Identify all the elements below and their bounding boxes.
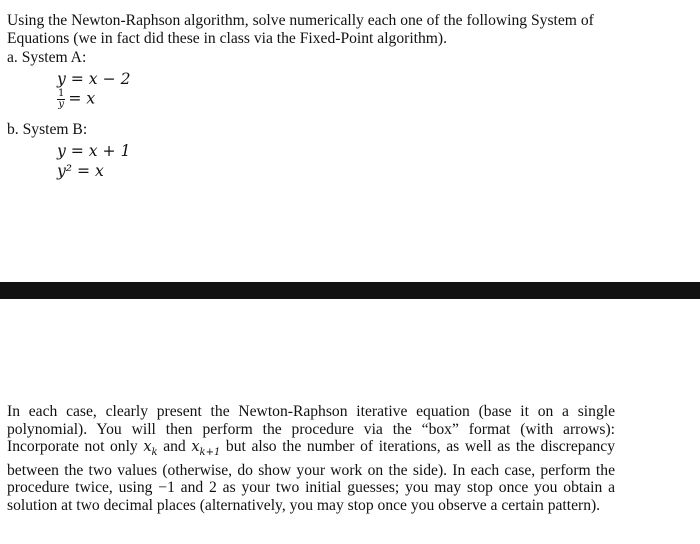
instructions-and: and xyxy=(157,438,192,456)
x-k-symbol: $x_k$ xyxy=(143,439,158,459)
x-k-plus-1-symbol: $x_{k+1}$ xyxy=(191,439,221,459)
system-b-equation-1 xyxy=(57,142,131,160)
instructions-part-1: In each case, clearly present the Newton-Raphson iterative equation (base it on a single polynomial). You will then perform the procedure via the “box” format (with arrows): Incorporate not only xyxy=(7,403,615,456)
system-a-eq1-rhs: = x − 2 xyxy=(70,70,131,88)
instructions-paragraph xyxy=(7,403,615,514)
system-b-label: b. System B: xyxy=(7,121,88,138)
system-b-eq1-lhs: y xyxy=(57,142,66,160)
system-a-equation-1 xyxy=(57,70,131,88)
fraction-one-over-y xyxy=(57,89,65,110)
intro-paragraph: Using the Newton-Raphson algorithm, solve numerically each one of the following System of Equations (we in fact did these in class via the Fixed-Point algorithm). xyxy=(7,12,594,47)
system-a-equation-2 xyxy=(57,89,95,110)
system-b-equation-2 xyxy=(57,162,104,180)
system-b-eq1-rhs: = x + 1 xyxy=(70,142,131,160)
fraction-denominator: y xyxy=(58,99,65,110)
system-a-eq2-rhs: = x xyxy=(68,89,96,108)
instructions-part-2: but also the number of iterations, as well as the discrepancy between the two values (otherwise, do show your work on the side). In each case, perform the procedure twice, using −1 and 2 as your two initial guesses; you may stop once you obtain a solution at two decimal places (alternatively, you may stop once you observe a certain pattern). xyxy=(7,438,615,514)
system-b-eq2-lhs: y² xyxy=(57,162,78,180)
system-b-eq2-rhs: = x xyxy=(77,162,104,180)
system-a-label: a. System A: xyxy=(7,49,87,66)
system-a-eq1-lhs: y xyxy=(57,70,66,88)
fraction-numerator: 1 xyxy=(58,88,65,99)
black-divider-band xyxy=(0,282,700,299)
